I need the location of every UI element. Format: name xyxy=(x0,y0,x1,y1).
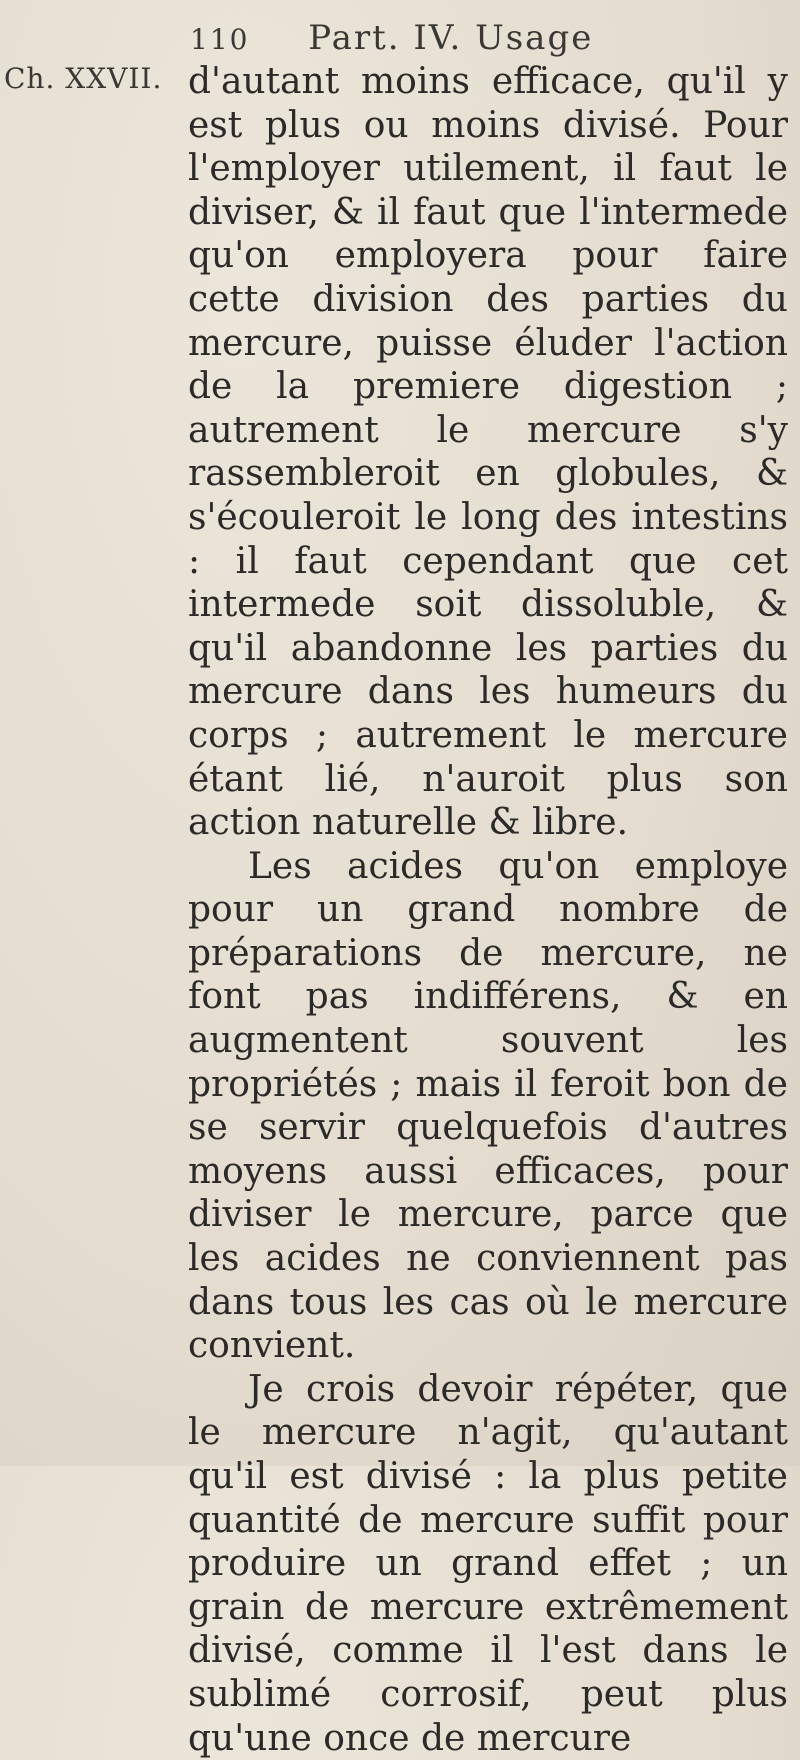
running-title: Part. IV. Usage xyxy=(308,18,594,58)
page-number: 110 xyxy=(190,23,250,56)
paragraph: Les acides qu'on employe pour un grand nombre de préparations de mercure, ne font pas indifférens, & en augmentent souvent les propriétés ; mais il feroit bon de se servir quelquefois d'autres moyens aussi efficaces, pour diviser le mercure, parce que les acides ne conviennent pas dans tous les cas où le mercure convient. xyxy=(188,845,788,1367)
paragraph: Je crois devoir répéter, que le mercure n'agit, qu'autant qu'il est divisé : la plus petite quantité de mercure suffit pour produire un grand effet ; un grain de mercure extrêmement divisé, comme il l'est dans le sublimé corrosif, peut plus qu'une once de mercure xyxy=(188,1368,788,1759)
paragraph: d'autant moins efficace, qu'il y est plus ou moins divisé. Pour l'employer utilement, il faut le diviser, & il faut que l'intermede qu'on employera pour faire cette division des parties du mercure, puisse éluder l'action de la premiere digestion ; autrement le mercure s'y rassembleroit en globules, & s'écouleroit le long des intestins : il faut cependant que cet intermede soit dissoluble, & qu'il abandonne les parties du mercure dans les humeurs du corps ; autrement le mercure étant lié, n'auroit plus son action naturelle & libre. xyxy=(188,61,788,844)
margin-chapter-note: Ch. XXVII. xyxy=(4,62,163,95)
body-text xyxy=(188,60,788,1760)
page-header xyxy=(190,18,593,58)
